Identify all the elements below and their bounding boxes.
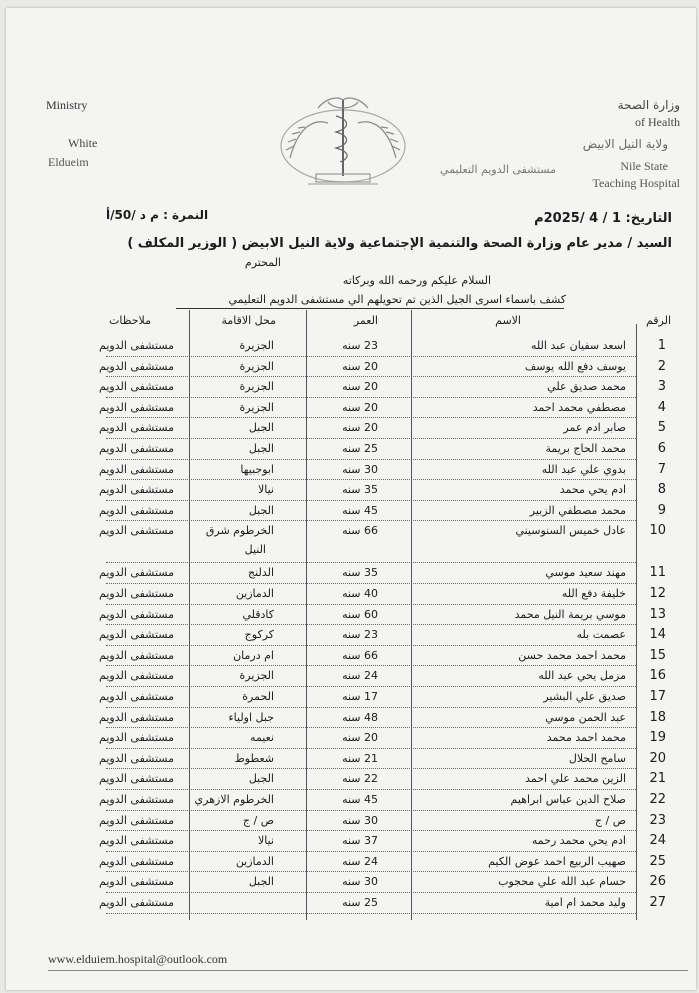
- row-age: 35 سنه: [342, 566, 378, 580]
- row-name: ادم يحي محمد رحمه: [531, 834, 626, 848]
- ministry-emblem-icon: [268, 88, 418, 193]
- table-row: [6, 480, 696, 501]
- row-age: 45 سنه: [342, 793, 378, 806]
- row-notes: مستشفى الدويم: [99, 731, 174, 745]
- row-notes: مستشفى الدويم: [99, 607, 174, 621]
- header-notes: ملاحظات: [109, 314, 151, 327]
- row-number: 16: [649, 668, 666, 684]
- subject-underline: [176, 308, 564, 309]
- table-row: [6, 398, 696, 419]
- row-number: 20: [649, 750, 666, 766]
- row-notes: مستشفى الدويم: [99, 566, 174, 580]
- row-number: 15: [649, 647, 666, 663]
- row-age: 40 سنه: [342, 587, 378, 600]
- header-no: الرقم: [645, 314, 671, 327]
- table-header-row: [6, 314, 696, 334]
- row-age: 20 سنه: [342, 380, 378, 394]
- row-notes: مستشفى الدويم: [99, 339, 174, 352]
- footer-email: www.elduiem.hospital@outlook.com: [48, 952, 228, 966]
- row-age: 25 سنه: [342, 442, 378, 455]
- table-row: [6, 728, 696, 749]
- table-row: [6, 811, 696, 832]
- row-residence: نعيمه: [250, 731, 274, 745]
- row-age: 24 سنه: [342, 669, 378, 683]
- row-name: خليفة دفع الله: [561, 587, 626, 600]
- table-row: [6, 460, 696, 481]
- row-age: 48 سنه: [342, 710, 378, 724]
- row-number: 8: [657, 482, 666, 498]
- row-age: 22 سنه: [342, 772, 378, 786]
- row-number: 21: [649, 771, 666, 787]
- row-residence: الخرطوم شرق: [205, 524, 274, 538]
- row-age: 66 سنه: [342, 524, 378, 538]
- row-notes: مستشفى الدويم: [99, 834, 174, 848]
- row-age: 30 سنه: [342, 875, 378, 889]
- table-row: [6, 872, 696, 893]
- row-notes: مستشفى الدويم: [99, 875, 174, 889]
- row-number: 2: [657, 358, 666, 374]
- row-notes: مستشفى الدويم: [99, 690, 174, 703]
- row-age: 66 سنه: [342, 648, 378, 662]
- table-row: [6, 521, 696, 563]
- row-name: محمد احمد محمد: [546, 731, 626, 745]
- row-name: بدوي علي عبد الله: [541, 462, 626, 476]
- row-residence: الخرطوم الازهري: [194, 793, 274, 806]
- row-residence: الجزيرة: [239, 400, 274, 414]
- row-name: حسام عبد الله علي محجوب: [498, 875, 626, 889]
- row-residence-line2: النيل: [244, 543, 266, 557]
- row-name: سامح الحلال: [568, 751, 626, 765]
- row-number: 3: [657, 379, 666, 395]
- row-residence: الجزيرة: [239, 339, 274, 352]
- white-label-en: White: [68, 136, 98, 150]
- row-name: مهند سعيد موسي: [545, 566, 626, 580]
- table-row: [6, 666, 696, 687]
- table-row: [6, 625, 696, 646]
- eldueim-label-en: Eldueim: [48, 155, 89, 169]
- row-residence: الجزيرة: [239, 669, 274, 683]
- row-notes: مستشفى الدويم: [99, 813, 174, 827]
- table-row: [6, 893, 696, 914]
- addressee-line: السيد / مدير عام وزارة الصحة والتنمية الإجتماعية ولاية النيل الابيض ( الوزير المكلف ): [127, 236, 672, 251]
- row-notes: مستشفى الدويم: [99, 669, 174, 683]
- row-age: 24 سنه: [342, 854, 378, 868]
- row-number: 6: [657, 441, 666, 456]
- row-residence: نيالا: [257, 483, 274, 497]
- row-name: عبد الحمن موسي: [545, 710, 626, 724]
- row-number: 23: [649, 812, 666, 828]
- table-row: [6, 357, 696, 378]
- row-name: محمد صديق علي: [547, 380, 626, 394]
- row-name: مزمل يحي عبد الله: [538, 669, 626, 683]
- row-age: 17 سنه: [342, 690, 378, 703]
- row-name: محمد مصطفي الزبير: [529, 503, 626, 517]
- letter-reference: النمرة : م د /50/أ: [106, 208, 209, 222]
- row-name: موسي بريمة النيل محمد: [514, 607, 626, 621]
- row-name: مصطفي محمد احمد: [532, 400, 626, 414]
- row-notes: مستشفى الدويم: [99, 854, 174, 868]
- table-row: [6, 605, 696, 626]
- row-number: 18: [649, 709, 666, 725]
- row-notes: مستشفى الدويم: [99, 442, 174, 455]
- row-residence: الجبل: [248, 503, 274, 517]
- row-number: 7: [657, 461, 666, 477]
- row-residence: الحمرة: [242, 690, 274, 703]
- row-notes: مستشفى الدويم: [99, 483, 174, 497]
- row-name: صلاح الدين عباس ابراهيم: [510, 793, 626, 806]
- row-number: 24: [649, 833, 666, 849]
- row-number: 9: [657, 502, 666, 518]
- hospital-label-ar: مستشفى الدويم التعليمي: [440, 163, 556, 176]
- footer-divider: [48, 970, 688, 971]
- row-number: 12: [649, 586, 666, 601]
- row-age: 30 سنه: [342, 462, 378, 476]
- row-age: 35 سنه: [342, 483, 378, 497]
- row-name: صهيب الربيع احمد عوض الكيم: [488, 854, 626, 868]
- row-notes: مستشفى الدويم: [99, 896, 174, 909]
- row-number: 13: [649, 606, 666, 622]
- row-name: ص / ج: [594, 813, 626, 827]
- honorific: المحترم: [244, 256, 281, 269]
- row-number: 4: [657, 399, 666, 415]
- ministry-label-ar: وزارة الصحة: [617, 98, 680, 112]
- table-row: [6, 646, 696, 667]
- row-age: 21 سنه: [342, 751, 378, 765]
- row-notes: مستشفى الدويم: [99, 587, 174, 600]
- row-residence: الدمازين: [235, 854, 274, 868]
- row-residence: جبل اولياء: [228, 710, 274, 724]
- row-notes: مستشفى الدويم: [99, 751, 174, 765]
- table-row: [6, 377, 696, 398]
- table-row: [6, 584, 696, 605]
- row-notes: مستشفى الدويم: [99, 400, 174, 414]
- row-name: اسعد سفيان عبد الله: [531, 339, 626, 352]
- row-age: 60 سنه: [342, 607, 378, 621]
- row-residence: شعطوط: [234, 751, 274, 765]
- row-name: ادم يحي محمد: [559, 483, 626, 497]
- table-row: [6, 687, 696, 708]
- row-residence: الجبل: [248, 421, 274, 435]
- letter-date: التاريخ: 1 / 4 /2025م: [534, 211, 672, 226]
- row-residence: نيالا: [257, 834, 274, 848]
- row-age: 20 سنه: [342, 731, 378, 745]
- row-residence: الجزيرة: [239, 380, 274, 394]
- row-age: 37 سنه: [342, 834, 378, 848]
- teaching-hospital-label-en: Teaching Hospital: [592, 176, 680, 190]
- row-name: الزين محمد علي احمد: [525, 772, 626, 786]
- row-age: 25 سنه: [342, 896, 378, 909]
- row-residence: الدمازين: [235, 587, 274, 600]
- row-age: 23 سنه: [342, 628, 378, 642]
- row-number: 19: [649, 730, 666, 746]
- row-residence: الجبل: [248, 772, 274, 786]
- row-residence: ام درمان: [233, 648, 274, 662]
- row-name: صديق علي البشير: [543, 690, 626, 703]
- row-age: 23 سنه: [342, 339, 378, 352]
- row-notes: مستشفى الدويم: [99, 462, 174, 476]
- row-residence: ابوجبيها: [240, 462, 274, 476]
- table-row: [6, 790, 696, 811]
- row-notes: مستشفى الدويم: [99, 793, 174, 806]
- table-row: [6, 852, 696, 873]
- row-name: صابر ادم عمر: [563, 421, 626, 435]
- row-notes: مستشفى الدويم: [99, 380, 174, 394]
- header-name: الاسم: [495, 314, 521, 327]
- table-row: [6, 336, 696, 357]
- of-health-label-en: of Health: [635, 115, 680, 129]
- row-notes: مستشفى الدويم: [99, 628, 174, 642]
- row-notes: مستشفى الدويم: [99, 503, 174, 517]
- row-number: 10: [649, 523, 666, 539]
- captives-table: [6, 310, 696, 930]
- row-age: 20 سنه: [342, 400, 378, 414]
- row-residence: كركوج: [244, 628, 274, 642]
- row-notes: مستشفى الدويم: [99, 524, 174, 538]
- row-separator: [106, 913, 636, 914]
- table-row: [6, 563, 696, 584]
- row-age: 20 سنه: [342, 421, 378, 435]
- nile-state-label-en: Nile State: [620, 159, 668, 173]
- header-age: العمر: [353, 314, 378, 327]
- row-residence: كادقلي: [242, 607, 274, 621]
- row-notes: مستشفى الدويم: [99, 421, 174, 435]
- header-residence: محل الاقامة: [221, 314, 276, 327]
- row-residence: الدلنج: [248, 566, 274, 580]
- row-name: عادل خميس السنوسيني: [515, 524, 626, 538]
- document-page: [6, 8, 696, 990]
- row-number: 14: [649, 627, 666, 643]
- row-name: عصمت بله: [576, 628, 626, 642]
- row-notes: مستشفى الدويم: [99, 772, 174, 786]
- row-notes: مستشفى الدويم: [99, 710, 174, 724]
- table-row: [6, 418, 696, 439]
- row-residence: الجبل: [248, 442, 274, 455]
- table-row: [6, 831, 696, 852]
- row-notes: مستشفى الدويم: [99, 648, 174, 662]
- row-number: 26: [649, 874, 666, 890]
- row-number: 22: [649, 792, 666, 807]
- row-number: 5: [657, 420, 666, 436]
- table-row: [6, 749, 696, 770]
- row-number: 27: [649, 895, 666, 910]
- table-row: [6, 769, 696, 790]
- greeting: السلام عليكم ورحمه الله وبركاته: [342, 274, 491, 287]
- row-name: محمد احمد محمد حسن: [518, 648, 626, 662]
- row-notes: مستشفى الدويم: [99, 359, 174, 373]
- row-residence: الجبل: [248, 875, 274, 889]
- row-name: وليد محمد ام امية: [544, 896, 626, 909]
- row-number: 25: [649, 853, 666, 869]
- row-name: يوسف دفع الله يوسف: [524, 359, 626, 373]
- row-age: 30 سنه: [342, 813, 378, 827]
- list-subject: كشف باسماء اسرى الجيل الذين تم تحويلهم الي مستشفى الدويم التعليمي: [228, 293, 566, 306]
- row-age: 45 سنه: [342, 503, 378, 517]
- row-residence: ص / ج: [242, 813, 274, 827]
- table-row: [6, 708, 696, 729]
- state-label-ar: ولاية النيل الابيض: [582, 137, 668, 151]
- row-name: محمد الحاج بريمة: [545, 442, 626, 455]
- row-number: 17: [649, 689, 666, 704]
- row-age: 20 سنه: [342, 359, 378, 373]
- row-residence: الجزيرة: [239, 359, 274, 373]
- table-row: [6, 501, 696, 522]
- table-row: [6, 439, 696, 460]
- ministry-label-en: Ministry: [46, 98, 88, 112]
- row-number: 11: [649, 565, 666, 581]
- row-number: 1: [657, 338, 666, 353]
